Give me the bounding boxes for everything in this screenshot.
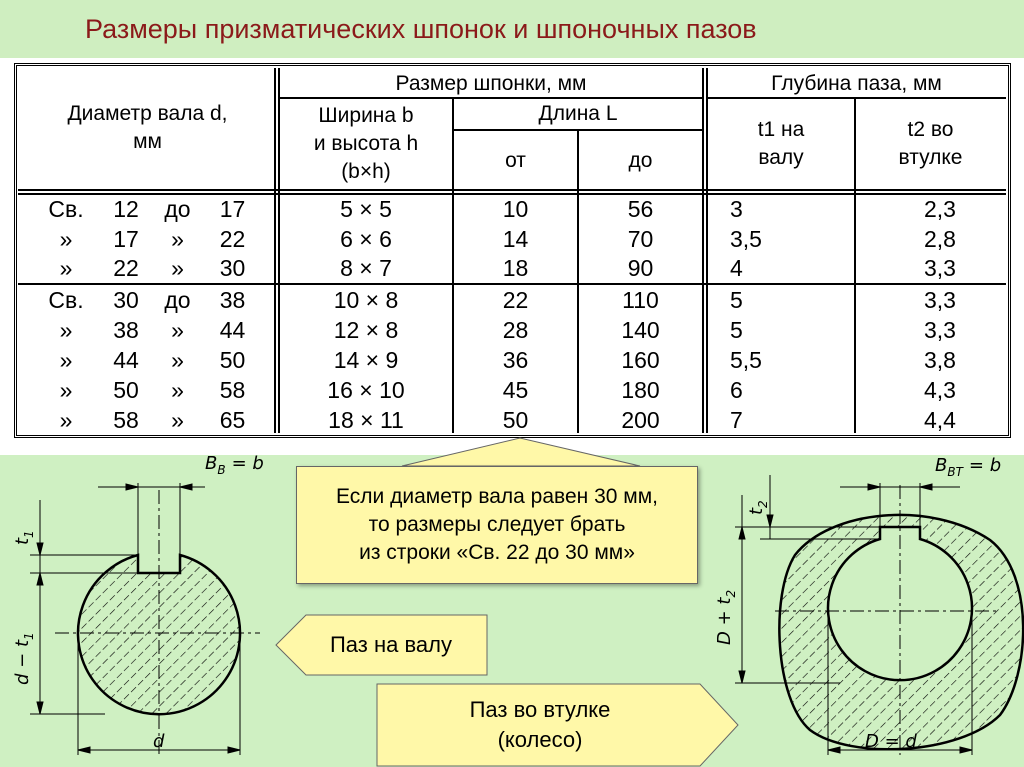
header-length-to: до xyxy=(628,149,653,172)
row-prefix: » xyxy=(59,407,73,433)
row-bxh: 8 × 7 xyxy=(340,255,392,281)
d-eq-dim-label: D = d xyxy=(865,731,917,752)
row-t1: 4 xyxy=(730,255,743,281)
row-prefix: » xyxy=(59,226,73,252)
row-t2: 3,3 xyxy=(924,287,956,313)
row-diam-from: 38 xyxy=(113,317,139,343)
row-length-to: 180 xyxy=(621,377,660,403)
row-sep: до xyxy=(164,196,191,222)
row-t2: 3,8 xyxy=(924,347,956,373)
row-diam-to: 38 xyxy=(219,287,246,313)
row-length-from: 50 xyxy=(502,407,529,433)
bbt-dim-label: $B_{BT} = b$ xyxy=(935,455,1002,479)
row-bxh: 10 × 8 xyxy=(333,287,399,313)
row-length-from: 28 xyxy=(502,317,529,343)
row-bxh: 6 × 6 xyxy=(340,226,392,252)
row-t2: 2,3 xyxy=(924,196,956,222)
header-t2: t2 во втулке xyxy=(898,118,963,169)
row-t2: 2,8 xyxy=(924,226,956,252)
row-diam-to: 17 xyxy=(219,196,246,222)
row-diam-to: 44 xyxy=(219,317,246,343)
row-prefix: Св. xyxy=(48,196,84,222)
row-sep: » xyxy=(171,226,184,252)
row-length-to: 110 xyxy=(622,287,659,313)
d-minus-t1-dim-label: $d - t_1$ xyxy=(12,632,36,685)
row-sep: до xyxy=(164,287,191,313)
row-t2: 4,3 xyxy=(924,377,956,403)
row-length-from: 10 xyxy=(502,196,529,222)
header-key-size: Размер шпонки, мм xyxy=(395,72,587,95)
row-diam-to: 58 xyxy=(219,377,246,403)
row-diam-from: 44 xyxy=(113,347,139,373)
row-bxh: 14 × 9 xyxy=(333,347,399,373)
d-dim-label: d xyxy=(153,731,165,752)
row-t1: 5,5 xyxy=(730,347,762,373)
header-t1: t1 на валу xyxy=(757,118,805,169)
row-sep: » xyxy=(171,347,184,373)
row-diam-to: 30 xyxy=(219,255,246,281)
row-length-to: 140 xyxy=(621,317,660,343)
row-length-from: 36 xyxy=(502,347,529,373)
header-groove-depth: Глубина паза, мм xyxy=(771,72,942,95)
note-box: Если диаметр вала равен 30 мм, то размеры следует брать из строки «Св. 22 до 30 мм» xyxy=(296,466,698,584)
row-diam-from: 22 xyxy=(113,255,139,281)
row-diam-from: 50 xyxy=(113,377,139,403)
row-diam-from: 17 xyxy=(113,226,139,252)
header-length-from: от xyxy=(505,149,526,172)
header-width-height: Ширина b и высота h (b×h) xyxy=(313,104,419,183)
hub-drawing xyxy=(700,455,1024,767)
row-length-to: 56 xyxy=(627,196,654,222)
row-diam-from: 30 xyxy=(113,287,139,313)
d-plus-t2-dim-label: $D + t_2$ xyxy=(714,589,738,645)
row-bxh: 18 × 11 xyxy=(328,407,404,433)
t1-dim-label: $t_1$ xyxy=(12,530,36,545)
row-sep: » xyxy=(171,377,184,403)
row-diam-from: 12 xyxy=(113,196,139,222)
row-prefix: » xyxy=(59,377,73,403)
row-length-to: 160 xyxy=(621,347,660,373)
row-bxh: 16 × 10 xyxy=(327,377,405,403)
row-sep: » xyxy=(171,255,184,281)
row-t1: 3 xyxy=(730,196,743,222)
row-length-to: 70 xyxy=(627,226,654,252)
row-prefix: » xyxy=(59,255,73,281)
row-t1: 3,5 xyxy=(730,226,762,252)
row-t1: 5 xyxy=(730,317,743,343)
row-length-from: 14 xyxy=(502,226,529,252)
row-t1: 5 xyxy=(730,287,743,313)
row-sep: » xyxy=(171,407,184,433)
row-length-from: 18 xyxy=(502,255,529,281)
row-length-to: 200 xyxy=(621,407,660,433)
row-t1: 7 xyxy=(730,407,743,433)
row-bxh: 12 × 8 xyxy=(333,317,399,343)
row-t2: 4,4 xyxy=(924,407,956,433)
row-prefix: » xyxy=(59,347,73,373)
row-length-from: 22 xyxy=(502,287,529,313)
row-diam-to: 50 xyxy=(219,347,246,373)
row-length-from: 45 xyxy=(502,377,529,403)
header-diameter: Диаметр вала d, мм xyxy=(67,102,228,153)
row-t2: 3,3 xyxy=(924,255,956,281)
header-length: Длина L xyxy=(538,102,618,125)
row-t1: 6 xyxy=(730,377,743,403)
row-prefix: » xyxy=(59,317,73,343)
row-sep: » xyxy=(171,317,184,343)
shaft-drawing xyxy=(0,455,300,767)
row-length-to: 90 xyxy=(627,255,654,281)
row-diam-from: 58 xyxy=(113,407,139,433)
row-diam-to: 22 xyxy=(219,226,246,252)
page-title: Размеры призматических шпонок и шпоночных пазов xyxy=(85,14,757,44)
row-prefix: Св. xyxy=(48,287,84,313)
row-diam-to: 65 xyxy=(219,407,246,433)
hub-groove-label: Паз во втулке (колесо) xyxy=(469,697,611,752)
bb-dim-label: $B_B = b$ xyxy=(205,455,264,477)
row-t2: 3,3 xyxy=(924,317,956,343)
shaft-groove-label: Паз на валу xyxy=(329,632,452,657)
row-bxh: 5 × 5 xyxy=(340,196,392,222)
t2-dim-label: $t_2$ xyxy=(746,500,770,515)
